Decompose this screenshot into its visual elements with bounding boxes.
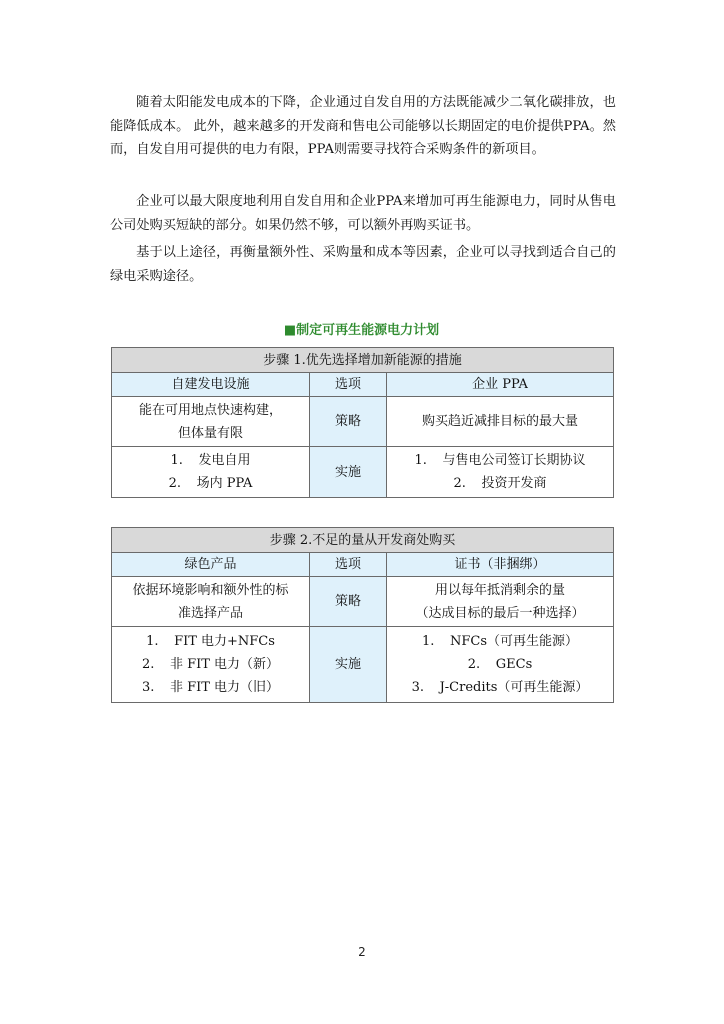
list-item: 1. 与售电公司签订长期协议 bbox=[414, 453, 586, 468]
list-item: 1. 发电自用 bbox=[170, 453, 251, 468]
row-label-implementation: 实施 bbox=[310, 627, 387, 703]
implementation-corporate-ppa bbox=[387, 447, 614, 498]
list-item: 1. NFCs（可再生能源） bbox=[422, 634, 579, 649]
body-paragraph-3 bbox=[110, 241, 616, 288]
cell-line: 准选择产品 bbox=[177, 605, 243, 621]
col-header-green-products: 绿色产品 bbox=[112, 553, 310, 577]
col-header-certificates: 证书（非捆绑） bbox=[387, 553, 614, 577]
row-label-strategy: 策略 bbox=[310, 397, 387, 447]
col-header-option: 选项 bbox=[310, 373, 387, 397]
step2-title: 步骤 2.不足的量从开发商处购买 bbox=[112, 528, 614, 553]
implementation-self-built bbox=[112, 447, 310, 498]
strategy-certificates bbox=[387, 577, 614, 627]
col-header-self-built: 自建发电设施 bbox=[112, 373, 310, 397]
list-item: 2. 投资开发商 bbox=[453, 476, 547, 491]
list-item: 2. 场内 PPA bbox=[168, 476, 253, 491]
body-paragraph-2 bbox=[110, 190, 616, 237]
body-paragraph-1 bbox=[110, 91, 616, 162]
list-item: 2. 非 FIT 电力（新） bbox=[141, 657, 280, 672]
implementation-green-products bbox=[112, 627, 310, 703]
page-number: 2 bbox=[358, 945, 366, 959]
row-label-implementation: 实施 bbox=[310, 447, 387, 498]
cell-line: （达成目标的最后一种选择） bbox=[415, 605, 585, 621]
strategy-corporate-ppa: 购买趋近减排目标的最大量 bbox=[387, 397, 614, 447]
step1-table bbox=[111, 347, 614, 498]
step2-table bbox=[111, 527, 614, 703]
section-heading: ■制定可再生能源电力计划 bbox=[283, 323, 440, 338]
implementation-certificates bbox=[387, 627, 614, 703]
strategy-self-built bbox=[112, 397, 310, 447]
paragraph-text: 随着太阳能发电成本的下降，企业通过自发自用的方法既能减少二氧化碳排放，也能降低成本。 此外，越来越多的开发商和售电公司能够以长期固定的电价提供PPA。然而，自发自用可提供的电力有限，PPA则需要寻找符合采购条件的新项目。 bbox=[110, 95, 616, 157]
col-header-corporate-ppa: 企业 PPA bbox=[387, 373, 614, 397]
row-label-strategy: 策略 bbox=[310, 577, 387, 627]
cell-line: 但体量有限 bbox=[177, 425, 243, 441]
list-item: 1. FIT 电力+NFCs bbox=[146, 634, 275, 649]
strategy-green-products bbox=[112, 577, 310, 627]
paragraph-text: 企业可以最大限度地利用自发自用和企业PPA来增加可再生能源电力，同时从售电公司处购买短缺的部分。如果仍然不够，可以额外再购买证书。 bbox=[110, 194, 616, 233]
list-item: 3. 非 FIT 电力（旧） bbox=[141, 680, 280, 695]
paragraph-text: 基于以上途径，再衡量额外性、采购量和成本等因素，企业可以寻找到适合自己的绿电采购途径。 bbox=[110, 245, 616, 284]
list-item: 2. GECs bbox=[467, 657, 533, 672]
list-item: 3. J-Credits（可再生能源） bbox=[411, 680, 589, 695]
cell-line: 依据环境影响和额外性的标 bbox=[132, 582, 289, 598]
step1-title: 步骤 1.优先选择增加新能源的措施 bbox=[112, 348, 614, 373]
cell-line: 用以每年抵消剩余的量 bbox=[435, 582, 566, 598]
col-header-option: 选项 bbox=[310, 553, 387, 577]
cell-line: 能在可用地点快速构建， bbox=[138, 402, 282, 418]
